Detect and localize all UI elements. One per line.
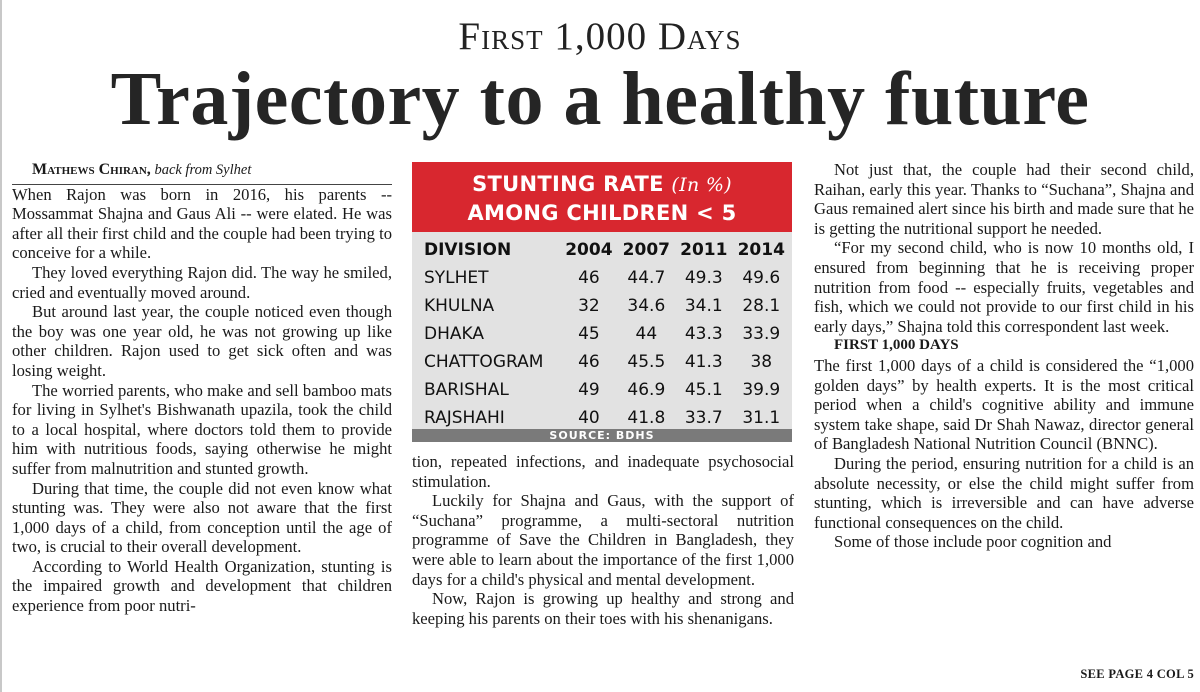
division-cell: CHATTOGRAM — [424, 352, 544, 372]
column-header: 2007 — [622, 240, 670, 260]
stunting-rate-table-box — [412, 162, 792, 442]
article-column-3 — [814, 160, 1194, 552]
paragraph: Now, Rajon is growing up healthy and strong and keeping his parents on their toes with his shenanigans. — [412, 589, 794, 628]
paragraph: The worried parents, who make and sell bamboo mats for living in Sylhet's Bishwanath upazila, took the child to a local hospital, where doctors told them to provide him with nutritious foods, saying otherwise he might suffer from malnutrition and stunted growth. — [12, 380, 392, 478]
paragraph: Some of those include poor cognition and — [834, 532, 1112, 552]
rate-cell: 38 — [750, 352, 773, 372]
paragraph: According to World Health Organization, stunting is the impaired growth and development that children experience from poor nutri- — [12, 556, 392, 616]
rate-cell: 41.8 — [627, 408, 666, 428]
stunting-rate-table — [420, 236, 788, 432]
table-row — [420, 320, 788, 348]
rate-cell: 46.9 — [627, 380, 666, 400]
paragraph: During that time, the couple did not even know what stunting was. They were also not aware that the first 1,000 days of a child, from conception until the age of two, is crucial to their overall development. — [12, 478, 392, 557]
paragraph: During the period, ensuring nutrition for a child is an absolute necessity, or else the child might suffer from stunting, which is irreversible and can have adverse functional consequences on the child. — [814, 453, 1194, 532]
subhead: FIRST 1,000 DAYS — [834, 337, 959, 354]
column-header: 2011 — [680, 240, 728, 260]
rate-cell: 43.3 — [684, 324, 723, 344]
division-cell: RAJSHAHI — [424, 408, 505, 428]
paragraph: The first 1,000 days of a child is considered the “1,000 golden days” by health experts. It is the most critical period when a child's cognitive ability and immune system take shape, said Dr Shah Nawaz, director general of Bangladesh National Nutrition Council (BNNC). — [814, 355, 1194, 454]
byline-author: Mathews Chiran, — [32, 161, 151, 178]
paragraph: They loved everything Rajon did. The way he smiled, cried and eventually moved around. — [12, 262, 392, 302]
table-title-line-1: STUNTING RATE — [472, 172, 664, 196]
rate-cell: 49.3 — [684, 268, 723, 288]
rate-cell: 34.6 — [627, 296, 666, 316]
rate-cell: 46 — [578, 352, 600, 372]
article-column-2 — [412, 452, 794, 628]
paragraph: When Rajon was born in 2016, his parents -- Mossammat Shajna and Gaus Ali -- were elated. He was after all their first child and the couple had been trying to conceive for a while. — [12, 184, 392, 263]
rate-cell: 28.1 — [742, 296, 781, 316]
paragraph: tion, repeated infections, and inadequate psychosocial stimulation. — [412, 452, 794, 491]
byline — [12, 160, 392, 185]
article-column-1 — [12, 160, 392, 616]
headline: Trajectory to a healthy future — [110, 57, 1090, 141]
table-title-line-2: AMONG CHILDREN < 5 — [467, 201, 737, 225]
rate-cell: 44.7 — [627, 268, 666, 288]
rate-cell: 45.5 — [627, 352, 666, 372]
rate-cell: 46 — [578, 268, 600, 288]
continued-on-page: SEE PAGE 4 COL 5 — [1080, 667, 1194, 681]
rate-cell: 31.1 — [742, 408, 781, 428]
paragraph: Luckily for Shajna and Gaus, with the support of “Suchana” programme, a multi-sectoral nutrition programme of Save the Children in Bangladesh, they were able to learn about the importance of the first 1,000 days for a child's physical and mental development. — [412, 491, 794, 589]
table-row — [420, 348, 788, 376]
division-cell: DHAKA — [424, 324, 484, 344]
section-kicker: First 1,000 Days — [458, 15, 742, 58]
table-row — [420, 292, 788, 320]
rate-cell: 44 — [635, 324, 658, 344]
rate-cell: 34.1 — [684, 296, 723, 316]
paragraph: Not just that, the couple had their second child, Raihan, early this year. Thanks to “Suchana”, Shajna and Gaus remained alert since his birth and made sure that he is getting the nutritional support he needed. — [814, 160, 1194, 238]
column-header: 2004 — [565, 240, 613, 260]
rate-cell: 45 — [578, 324, 600, 344]
table-title-unit: (In %) — [671, 174, 732, 196]
table-body — [420, 264, 788, 432]
table-row — [420, 404, 788, 432]
table-header-row — [420, 236, 788, 264]
rate-cell: 32 — [578, 296, 600, 316]
rate-cell: 39.9 — [742, 380, 781, 400]
table-row — [420, 264, 788, 292]
rate-cell: 41.3 — [684, 352, 723, 372]
division-cell: SYLHET — [424, 268, 489, 288]
table-title — [412, 162, 792, 232]
rate-cell: 40 — [578, 408, 600, 428]
division-cell: KHULNA — [424, 296, 495, 316]
paragraph: “For my second child, who is now 10 months old, I ensured from beginning that he is receiving proper nutrition from food -- especially fruits, vegetables and fish, which we could not provide to our first child in his early days,” Shajna told this correspondent last week. — [814, 238, 1194, 336]
column-header: DIVISION — [424, 240, 512, 260]
rate-cell: 49.6 — [742, 268, 781, 288]
rate-cell: 33.9 — [742, 324, 781, 344]
division-cell: BARISHAL — [424, 380, 509, 400]
column-header: 2014 — [737, 240, 785, 260]
rate-cell: 33.7 — [684, 408, 723, 428]
table-row — [420, 376, 788, 404]
paragraph: But around last year, the couple noticed even though the boy was one year old, he was not growing up like other children. Rajon used to get sick often and was losing weight. — [12, 302, 392, 380]
rate-cell: 49 — [578, 380, 600, 400]
table-source: SOURCE: BDHS — [412, 429, 792, 442]
rate-cell: 45.1 — [684, 380, 723, 400]
byline-location: back from Sylhet — [154, 162, 252, 178]
